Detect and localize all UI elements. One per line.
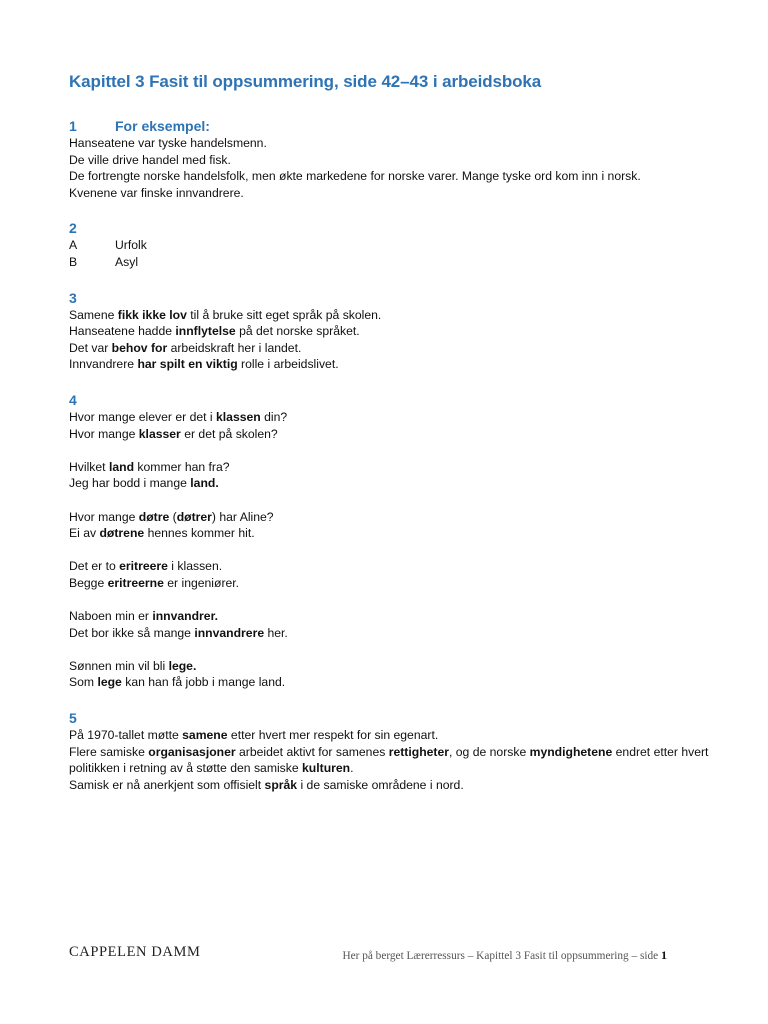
text-line: Hvor mange elever er det i klassen din? <box>69 409 288 424</box>
section-5-heading <box>69 709 709 727</box>
text-line: Hvor mange klasser er det på skolen? <box>69 426 278 441</box>
text-line: Hvor mange døtre (døtrer) har Aline? <box>69 509 274 524</box>
text-line: Det er to eritreere i klassen. <box>69 559 223 574</box>
text-line: Kvenene var finske innvandrere. <box>69 185 244 200</box>
section-4-heading <box>69 391 709 409</box>
text-line: På 1970-tallet møtte samene etter hvert mer respekt for sin egenart. <box>69 728 439 743</box>
section-1-heading <box>69 117 709 135</box>
text-line: Jeg har bodd i mange land. <box>69 476 219 491</box>
text-line: Som lege kan han få jobb i mange land. <box>69 675 286 690</box>
section-number: 2 <box>69 220 77 237</box>
page-title: Kapittel 3 Fasit til oppsummering, side 42–43 i arbeidsboka <box>69 72 542 91</box>
text-line: Det var behov for arbeidskraft her i landet. <box>69 340 302 355</box>
section-number: 5 <box>69 710 77 727</box>
item-value: Urfolk <box>115 238 147 253</box>
item-key: B <box>69 254 78 269</box>
list-item <box>69 237 709 254</box>
list-item <box>69 254 709 271</box>
text-line: Naboen min er innvandrer. <box>69 609 219 624</box>
page-number: 1 <box>661 948 667 962</box>
section-number: 4 <box>69 391 77 408</box>
text-line: Ei av døtrene hennes kommer hit. <box>69 526 255 541</box>
section-3-heading <box>69 289 709 307</box>
section-2-heading <box>69 219 709 237</box>
text-line: Hanseatene var tyske handelsmenn. <box>69 136 267 150</box>
text-line: Hanseatene hadde innflytelse på det norske språket. <box>69 324 360 339</box>
text-line: De fortrengte norske handelsfolk, men økte markedene for norske varer. Mange tyske ord kom inn i norsk. <box>69 169 641 184</box>
text-line: Hvilket land kommer han fra? <box>69 459 230 474</box>
item-key: A <box>69 238 78 253</box>
text-line: Samisk er nå anerkjent som offisielt språk i de samiske områdene i nord. <box>69 777 464 792</box>
text-line: Sønnen min vil bli lege. <box>69 658 197 673</box>
answer-content <box>69 117 709 793</box>
text-line: Det bor ikke så mange innvandrere her. <box>69 625 288 640</box>
section-number: 3 <box>69 289 77 306</box>
text-line: De ville drive handel med fisk. <box>69 152 231 167</box>
section-number: 1 <box>69 118 77 134</box>
publisher-logo: CAPPELEN DAMM <box>69 944 201 960</box>
text-line: Samene fikk ikke lov til å bruke sitt eget språk på skolen. <box>69 307 382 322</box>
text-line: Begge eritreerne er ingeniører. <box>69 575 240 590</box>
page-footer <box>69 944 669 968</box>
text-line: Innvandrere har spilt en viktig rolle i arbeidslivet. <box>69 357 339 372</box>
footer-caption: Her på berget Lærerressurs – Kapittel 3 Fasit til oppsummering – side 1 <box>342 948 667 962</box>
text-paragraph: Flere samiske organisasjoner arbeidet aktivt for samenes rettigheter, og de norske myndighetene endret etter hvert politikken i retning av å støtte den samiske kulturen. <box>69 744 709 776</box>
item-value: Asyl <box>115 254 139 269</box>
section-heading-text: For eksempel: <box>115 118 210 134</box>
